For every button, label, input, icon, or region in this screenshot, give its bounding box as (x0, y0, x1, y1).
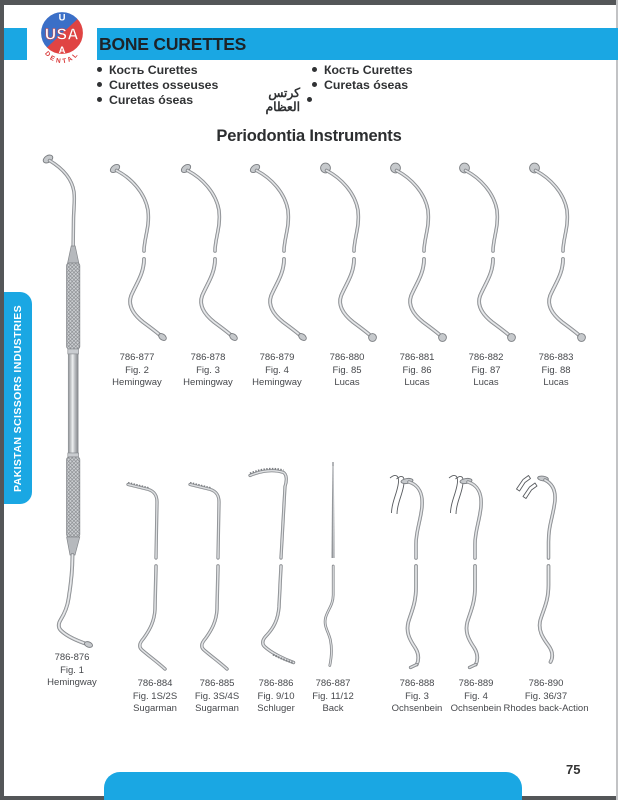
instrument-code: 786-883 (538, 352, 574, 363)
instrument-fig: Fig. 87 (471, 364, 501, 376)
translation-item: Curetas óseas (97, 92, 287, 107)
instrument-item (120, 458, 190, 714)
page-number: 75 (566, 762, 581, 777)
page-border-top (0, 0, 618, 5)
bullet-icon (97, 67, 102, 72)
instrument-fig: Fig. 3S/4S (194, 690, 240, 702)
instrument-code: 786-890 (528, 678, 564, 689)
logo-arc-text: DENTAL (43, 50, 81, 66)
instrument-name: Hemingway (183, 377, 233, 388)
instrument-item (503, 458, 589, 714)
brand-logo (27, 6, 97, 70)
instrument-name: Ochsenbein (450, 703, 502, 714)
page-title: BONE CURETTES (99, 33, 247, 54)
instrument-name: Lucas (334, 377, 360, 388)
instrument-fig: Fig. 4 (265, 364, 289, 376)
sidebar-company-label: PAKISTAN SCISSORS INDUSTRIES (12, 304, 24, 492)
footer-bar (104, 772, 522, 800)
instrument-item (173, 157, 243, 388)
instrument-name: Sugarman (133, 703, 177, 714)
instrument-image-lucas (451, 157, 521, 347)
usa-dental-logo-icon (27, 6, 97, 70)
instrument-name: Schluger (257, 703, 295, 714)
instrument-fig: Fig. 9/10 (257, 690, 295, 702)
instrument-item (298, 458, 368, 714)
instrument-name: Rhodes back-Action (503, 703, 589, 714)
instrument-code: 786-889 (458, 678, 494, 689)
instrument-name: Back (322, 703, 344, 714)
instrument-name: Lucas (404, 377, 430, 388)
instrument-image-lucas (382, 157, 452, 347)
instrument-code: 786-887 (315, 678, 351, 689)
instrument-name: Hemingway (47, 677, 97, 688)
instrument-image-rhodes (511, 458, 581, 673)
logo-text-bottom: A (58, 45, 66, 56)
instrument-image-hemingway (102, 157, 172, 347)
instrument-code: 786-880 (329, 352, 365, 363)
instrument-name: Ochsenbein (391, 703, 443, 714)
translation-item-arabic: كرتس العظام (250, 92, 312, 107)
instrument-image-back (298, 458, 368, 673)
instrument-item (312, 157, 382, 388)
translation-item: Curetas óseas (312, 77, 502, 92)
instrument-image-ochsenbein (441, 458, 511, 673)
bullet-icon (312, 82, 317, 87)
instrument-fig: Fig. 1 (60, 664, 84, 676)
bullet-icon (97, 97, 102, 102)
instrument-item (102, 157, 172, 388)
instrument-code: 786-886 (258, 678, 294, 689)
translation-item: Кость Curettes (312, 62, 502, 77)
instrument-code: 786-878 (190, 352, 226, 363)
instrument-image-lucas (521, 157, 591, 347)
instrument-image-hemingway (173, 157, 243, 347)
instrument-item (382, 157, 452, 388)
instrument-fig: Fig. 3 (196, 364, 220, 376)
instrument-label (491, 352, 618, 390)
instrument-fig: Fig. 2 (125, 364, 149, 376)
instrument-name: Hemingway (252, 377, 302, 388)
instrument-image-full-curette (38, 150, 104, 650)
instrument-name: Lucas (473, 377, 499, 388)
instrument-fig: Fig. 1S/2S (132, 690, 178, 702)
logo-text-top: U (58, 12, 66, 24)
translation-list-right (265, 62, 502, 114)
instrument-fig: Fig. 88 (541, 364, 571, 376)
instrument-fig: Fig. 85 (332, 364, 362, 376)
instrument-fig: Fig. 11/12 (312, 690, 354, 702)
instrument-code: 786-888 (399, 678, 435, 689)
instrument-label (481, 678, 611, 716)
instrument-fig: Fig. 3 (405, 690, 429, 702)
section-title: Periodontia Instruments (216, 127, 402, 145)
instrument-fig: Fig. 4 (464, 690, 488, 702)
bullet-icon (97, 82, 102, 87)
translation-item: Curettes osseuses (97, 77, 287, 92)
logo-text-middle: USA (44, 26, 80, 44)
instrument-code: 786-884 (137, 678, 173, 689)
instrument-item (521, 157, 591, 388)
instrument-fig: Fig. 36/37 (524, 690, 568, 702)
instrument-code: 786-876 (54, 652, 90, 663)
instrument-code: 786-881 (399, 352, 435, 363)
instrument-code: 786-885 (199, 678, 235, 689)
instrument-code: 786-879 (259, 352, 295, 363)
translation-item: Кость Curettes (97, 62, 287, 77)
instrument-image-sugarman (120, 458, 190, 673)
instrument-item (441, 458, 511, 714)
instrument-image-lucas (312, 157, 382, 347)
sidebar-company-tab (4, 292, 32, 504)
instrument-item (242, 157, 312, 388)
instrument-code: 786-882 (468, 352, 504, 363)
instrument-item (451, 157, 521, 388)
bullet-icon (312, 67, 317, 72)
instrument-name: Hemingway (112, 377, 162, 388)
instrument-name: Lucas (543, 377, 569, 388)
instrument-fig: Fig. 86 (402, 364, 432, 376)
instrument-image-hemingway (242, 157, 312, 347)
instrument-code: 786-877 (119, 352, 155, 363)
bullet-icon (307, 97, 312, 102)
instrument-name: Sugarman (195, 703, 239, 714)
